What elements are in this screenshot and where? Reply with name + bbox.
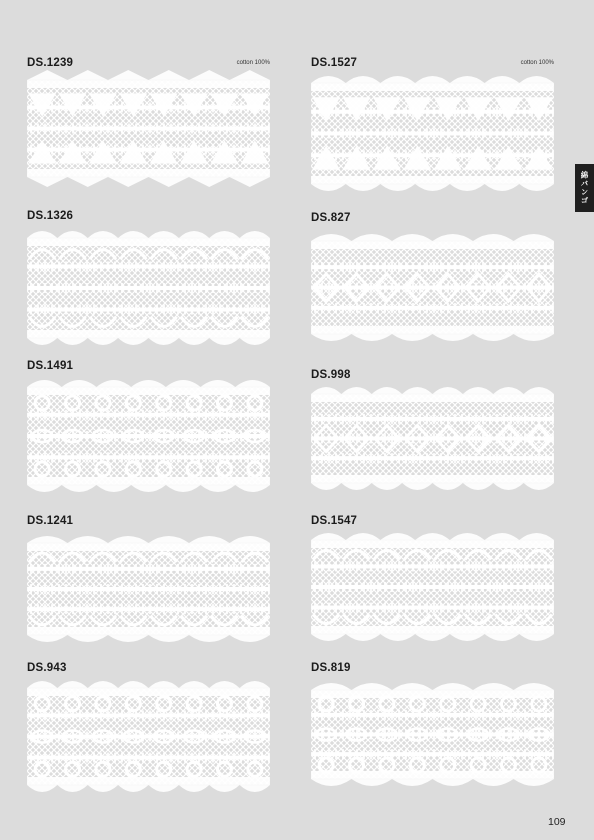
lace-swatch [311,384,554,493]
material-note: cotton 100% [236,60,270,66]
product-code: DS.943 [27,662,67,674]
product-code: DS.1239 [27,57,74,69]
lace-swatch [27,533,270,645]
material-note: cotton 100% [520,60,554,66]
lace-swatch [311,680,554,789]
product-code: DS.1241 [27,515,74,527]
product-code: DS.1326 [27,210,74,222]
lace-swatch [27,678,270,795]
category-tab: 綿バンゴ [575,164,594,212]
page-number: 109 [548,816,566,828]
lace-swatch [311,73,554,194]
product-code: DS.1527 [311,57,358,69]
lace-swatch [27,228,270,348]
product-code: DS.819 [311,662,351,674]
lace-swatch [311,530,554,644]
lace-swatch [27,70,270,187]
product-code: DS.998 [311,369,351,381]
product-code: DS.1491 [27,360,74,372]
lace-swatch [27,377,270,495]
product-code: DS.827 [311,212,351,224]
product-code: DS.1547 [311,515,358,527]
lace-swatch [311,231,554,344]
